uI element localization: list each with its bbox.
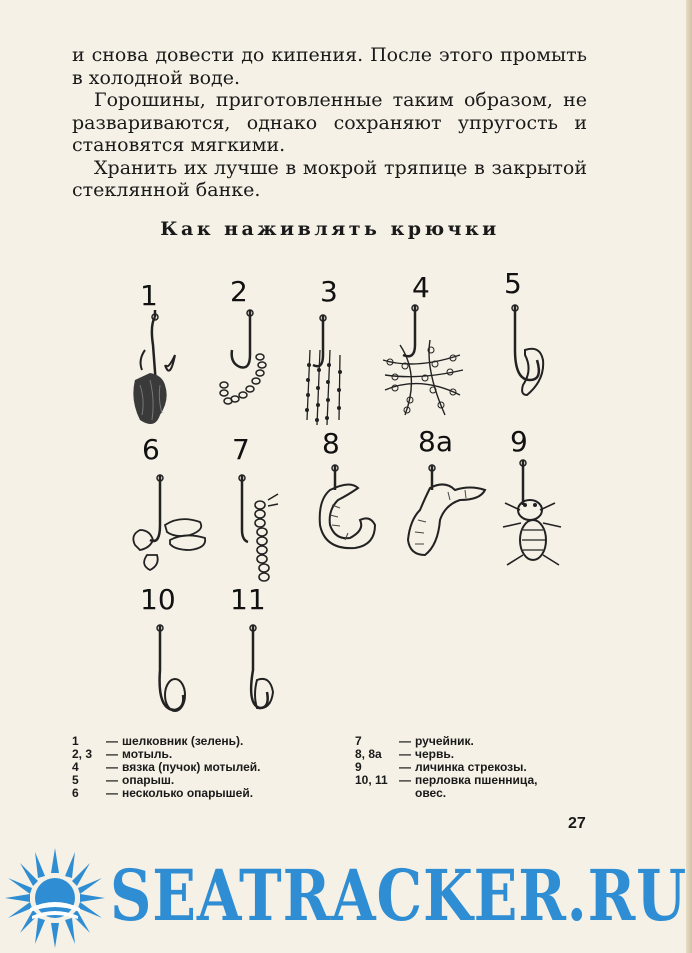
figure-label-11: 11 — [230, 583, 266, 616]
watermark-text: SEATRACKER.RU — [110, 854, 687, 937]
figure-label-5: 5 — [504, 267, 522, 300]
legend-key: 7 — [355, 734, 362, 748]
figure-label-4: 4 — [412, 271, 430, 304]
legend-dash: — — [399, 747, 411, 761]
legend-row — [355, 787, 595, 800]
legend-dash: — — [106, 747, 118, 761]
legend-dash: — — [399, 734, 411, 748]
legend-key — [355, 787, 415, 800]
legend-key: 6 — [72, 786, 79, 800]
legend-text: перловка пшенница, — [415, 773, 538, 787]
hook-with-barley-figure — [135, 620, 205, 730]
hook-illustrations — [100, 265, 600, 735]
hook-with-silkweed-figure — [120, 305, 190, 435]
legend-right-column — [355, 735, 595, 800]
legend-key: 1 — [72, 734, 79, 748]
paragraph-2: Горошины, приготовленные таким образом, не развариваются, однако сохраняют упругость и становятся мягкими. — [72, 89, 587, 156]
legend-left-column — [72, 735, 332, 800]
hook-with-grain-figure — [225, 620, 295, 730]
legend-text: ручейник. — [415, 734, 474, 748]
hook-with-caddis-larva-figure — [220, 470, 290, 595]
legend-dash: — — [106, 760, 118, 774]
watermark — [0, 848, 692, 948]
legend-key: 9 — [355, 760, 362, 774]
legend-key: 8, 8а — [355, 747, 382, 761]
hook-with-several-maggots-figure — [125, 470, 225, 580]
legend-text: несколько опарышей. — [122, 786, 254, 800]
section-heading: Как наживлять крючки — [160, 218, 500, 240]
legend-dash: — — [106, 786, 118, 800]
paragraph-3: Хранить их лучше в мокрой тряпице в закрытой стеклянной банке. — [72, 156, 587, 201]
figure-label-8: 8 — [322, 427, 340, 460]
hook-with-maggot-figure — [495, 300, 565, 410]
figure-label-1: 1 — [140, 279, 158, 312]
legend-text: мотыль. — [122, 747, 173, 761]
page-edge — [686, 0, 692, 953]
sun-logo-icon — [0, 848, 110, 948]
legend-key: 2, 3 — [72, 747, 93, 761]
hook-with-bloodworms-figure — [295, 310, 365, 450]
legend-dash: — — [106, 773, 118, 787]
figure-label-7: 7 — [232, 433, 250, 466]
hook-with-bloodworm-bundle-figure — [375, 300, 475, 430]
hook-with-dragonfly-larva-figure — [495, 455, 575, 585]
paragraph-1: и снова довести до кипения. После этого промыть в холодной воде. — [72, 44, 587, 89]
legend-row — [72, 787, 332, 800]
legend-row — [355, 735, 595, 748]
figure-label-2: 2 — [230, 275, 248, 308]
figure-label-3: 3 — [320, 275, 338, 308]
legend-key: 10, 11 — [355, 773, 388, 787]
legend-text: вязка (пучок) мотылей. — [122, 760, 261, 774]
legend-row — [355, 774, 595, 787]
hook-with-worm-variant-figure — [400, 460, 500, 570]
legend-text: шелковник (зелень). — [122, 734, 244, 748]
page-number: 27 — [568, 815, 586, 832]
legend-text: овес. — [415, 786, 447, 800]
figure-label-9: 9 — [510, 425, 528, 458]
legend-dash: — — [399, 773, 411, 787]
hook-with-bloodworm-figure — [210, 305, 280, 445]
figure-label-8a: 8а — [418, 425, 453, 458]
body-text — [72, 44, 587, 202]
hook-with-worm-figure — [310, 460, 390, 560]
legend-key: 4 — [72, 760, 79, 774]
legend-key: 5 — [72, 773, 79, 787]
legend-dash: — — [106, 734, 118, 748]
legend-text: опарыш. — [122, 773, 175, 787]
figure-label-10: 10 — [140, 583, 176, 616]
legend-text: червь. — [415, 747, 455, 761]
legend-dash: — — [399, 760, 411, 774]
figure-label-6: 6 — [142, 433, 160, 466]
legend-text: личинка стрекозы. — [415, 760, 527, 774]
